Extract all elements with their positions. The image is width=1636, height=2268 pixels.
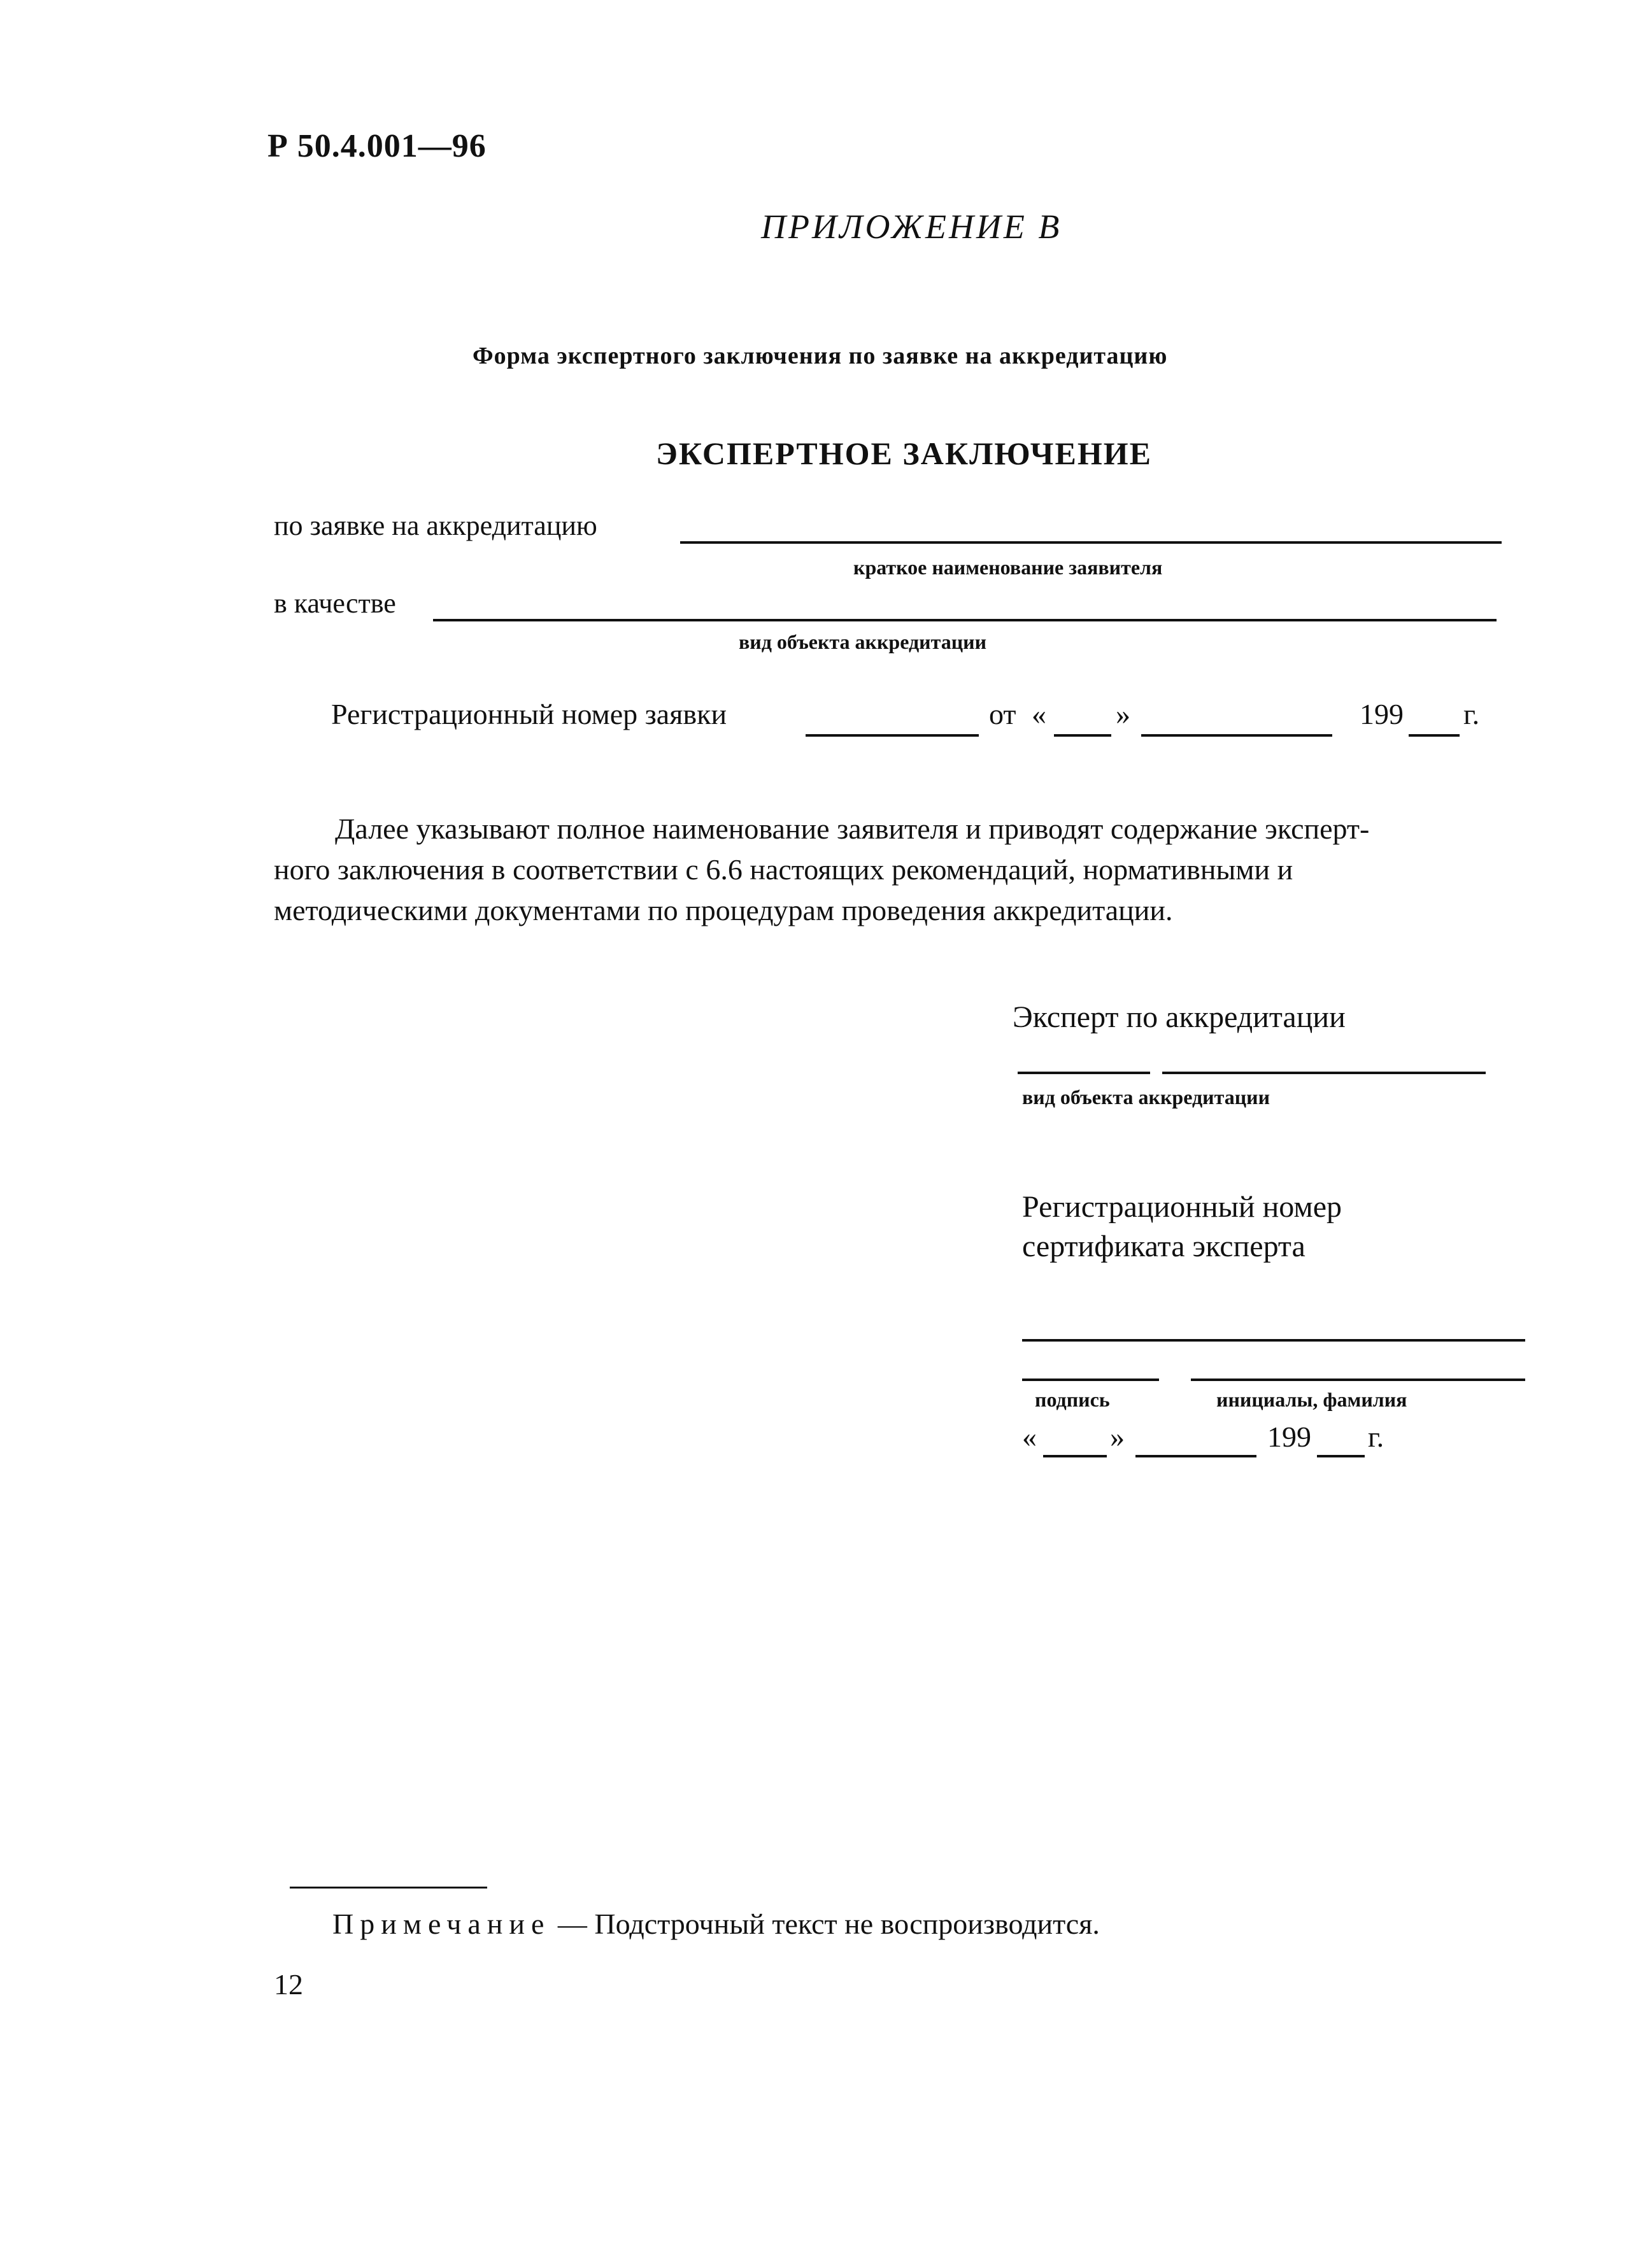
registration-number-blank: [806, 734, 979, 737]
expert-object-blank-2: [1162, 1072, 1486, 1074]
appendix-title: ПРИЛОЖЕНИЕ В: [761, 208, 1062, 246]
expert-day-quote-close: »: [1110, 1421, 1125, 1453]
expert-object-blank-1: [1018, 1072, 1150, 1074]
name-caption: инициалы, фамилия: [1216, 1388, 1407, 1411]
year-blank: [1409, 734, 1460, 737]
paragraph-line-2: ного заключения в соответствии с 6.6 настоящих рекомендаций, нормативными и: [274, 853, 1293, 886]
registration-label: Регистрационный номер заявки: [331, 698, 727, 730]
application-blank: [680, 541, 1502, 544]
document-code: Р 50.4.001—96: [267, 128, 487, 164]
note-text: — Подстрочный текст не воспроизводится.: [557, 1908, 1100, 1940]
expert-day-quote-open: «: [1022, 1421, 1037, 1453]
page-number: 12: [274, 1968, 303, 2001]
year-suffix: г.: [1463, 698, 1480, 730]
expert-object-caption: вид объекта аккредитации: [1022, 1086, 1270, 1109]
capacity-caption: вид объекта аккредитации: [739, 630, 987, 653]
day-quote-close: »: [1116, 698, 1130, 730]
year-prefix: 199: [1360, 698, 1404, 730]
instruction-paragraph: [274, 809, 1522, 931]
certificate-label-line-1: Регистрационный номер: [1022, 1190, 1342, 1224]
expert-month-blank: [1135, 1455, 1256, 1457]
footnote-separator: [290, 1887, 487, 1889]
expert-title: Эксперт по аккредитации: [1013, 1000, 1346, 1034]
application-caption: краткое наименование заявителя: [853, 556, 1163, 579]
capacity-label: в качестве: [274, 588, 396, 619]
expert-year-suffix: г.: [1368, 1421, 1384, 1453]
day-quote-open: «: [1032, 698, 1046, 730]
name-blank: [1191, 1379, 1525, 1381]
paragraph-line-1: Далее указывают полное наименование заявителя и приводят содержание эксперт-: [335, 812, 1370, 845]
expert-day-blank: [1043, 1455, 1107, 1457]
month-blank: [1141, 734, 1332, 737]
expert-year-blank: [1317, 1455, 1365, 1457]
signature-blank: [1022, 1379, 1159, 1381]
footnote: [332, 1907, 1100, 1941]
certificate-number-blank: [1022, 1339, 1525, 1342]
day-blank: [1054, 734, 1111, 737]
capacity-blank: [433, 619, 1497, 621]
certificate-label-line-2: сертификата эксперта: [1022, 1230, 1305, 1263]
signature-caption: подпись: [1035, 1388, 1110, 1411]
form-title: Форма экспертного заключения по заявке на аккредитацию: [473, 343, 1168, 369]
note-label: Примечание: [332, 1908, 551, 1940]
application-label: по заявке на аккредитацию: [274, 510, 597, 541]
registration-from: от: [989, 698, 1016, 730]
paragraph-line-3: методическими документами по процедурам проведения аккредитации.: [274, 894, 1173, 926]
main-title: ЭКСПЕРТНОЕ ЗАКЛЮЧЕНИЕ: [656, 436, 1152, 471]
expert-year-prefix: 199: [1267, 1421, 1311, 1453]
